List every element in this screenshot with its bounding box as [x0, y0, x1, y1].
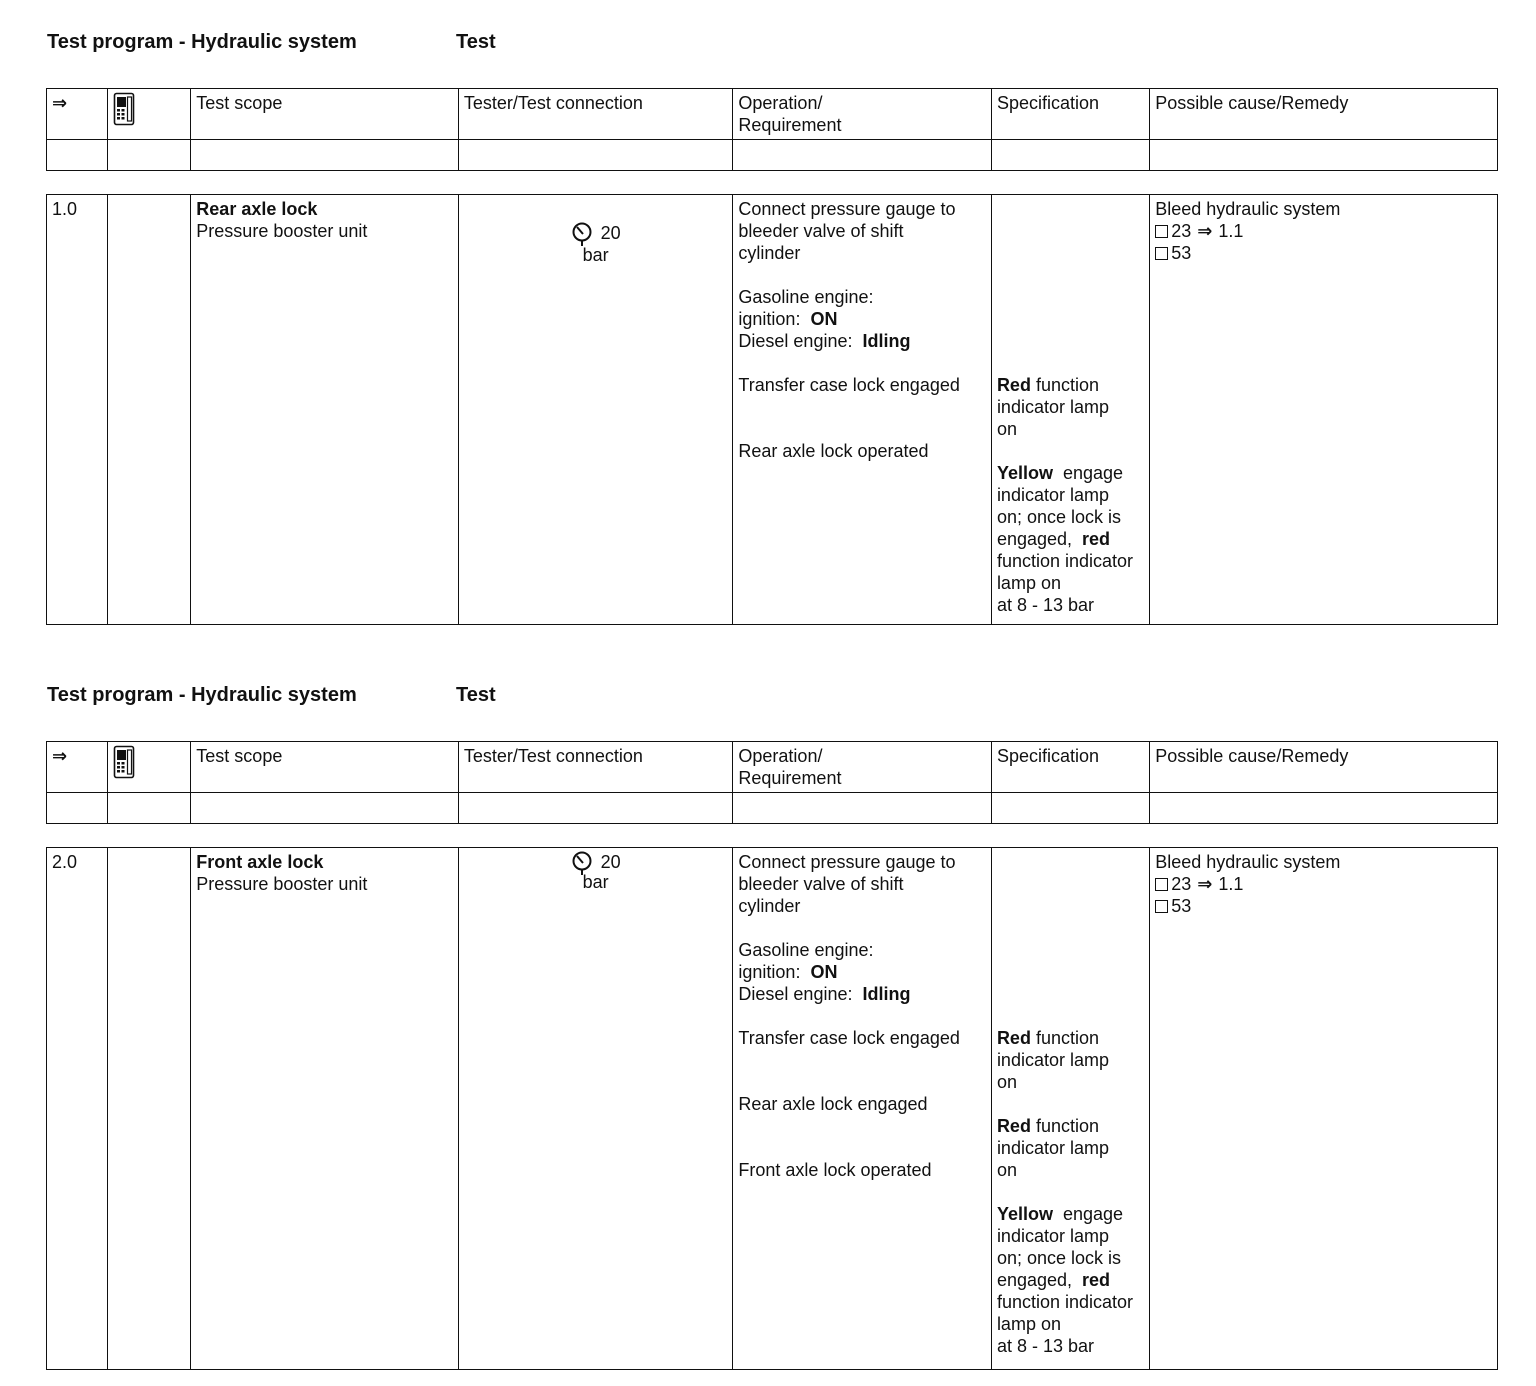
reference-box-icon: [1155, 900, 1168, 913]
header-specification: Specification: [991, 89, 1149, 140]
header-specification: Specification: [991, 742, 1149, 793]
reference-box-icon: [1155, 225, 1168, 238]
header-table: [46, 88, 1498, 171]
section-title: Test program - Hydraulic system Test: [47, 684, 496, 706]
header-test-scope: Test scope: [191, 89, 459, 140]
header-tester: Tester/Test connection: [458, 742, 733, 793]
reference-link[interactable]: 53: [1155, 242, 1492, 264]
tester-connection: 20 bar: [458, 195, 733, 625]
header-icon-cell: [108, 89, 191, 140]
section-title: Test program - Hydraulic system Test: [47, 31, 496, 53]
reference-link[interactable]: 23 ⇒ 1.1: [1155, 873, 1492, 895]
pressure-gauge-icon: [571, 222, 593, 246]
tester-connection: 20 bar: [458, 848, 733, 1370]
specification: Red function indicator lamp on Yellow engage indicator lamp on; once lock is engaged, red function indicator lamp on at 8 - 13 bar: [991, 195, 1149, 625]
test-step-table: [46, 847, 1498, 1370]
header-tester: Tester/Test connection: [458, 89, 733, 140]
header-cause: Possible cause/Remedy: [1150, 89, 1498, 140]
specification: Red function indicator lamp on Red function indicator lamp on Yellow engage indicator lamp on; once lock is engaged, red function indicator lamp on at 8 - 13 bar: [991, 848, 1149, 1370]
header-table: [46, 741, 1498, 824]
test-scope: Rear axle lock Pressure booster unit: [191, 195, 459, 625]
reference-box-icon: [1155, 247, 1168, 260]
reference-link[interactable]: 53: [1155, 895, 1492, 917]
table-row: [47, 848, 1498, 1370]
header-operation: Operation/ Requirement: [733, 742, 992, 793]
header-icon-cell: [108, 742, 191, 793]
step-number: 1.0: [47, 195, 108, 625]
reference-box-icon: [1155, 878, 1168, 891]
possible-cause-remedy: Bleed hydraulic system 23 ⇒ 1.1 53: [1150, 848, 1498, 1370]
test-step-table: [46, 194, 1498, 625]
header-arrow: ⇒: [47, 89, 108, 140]
tester-device-icon: [113, 92, 135, 126]
header-test-scope: Test scope: [191, 742, 459, 793]
operation-requirement: Connect pressure gauge to bleeder valve of shift cylinder Gasoline engine: ignition: ON Diesel engine: Idling Transfer case lock engaged Rear axle lock engaged Front axle lock operated: [733, 848, 992, 1370]
step-number: 2.0: [47, 848, 108, 1370]
reference-link[interactable]: 23 ⇒ 1.1: [1155, 220, 1492, 242]
header-operation: Operation/ Requirement: [733, 89, 992, 140]
table-row: [47, 195, 1498, 625]
header-cause: Possible cause/Remedy: [1150, 742, 1498, 793]
header-arrow: ⇒: [47, 742, 108, 793]
test-scope: Front axle lock Pressure booster unit: [191, 848, 459, 1370]
tester-device-icon: [113, 745, 135, 779]
possible-cause-remedy: Bleed hydraulic system 23 ⇒ 1.1 53: [1150, 195, 1498, 625]
operation-requirement: Connect pressure gauge to bleeder valve of shift cylinder Gasoline engine: ignition: ON Diesel engine: Idling Transfer case lock engaged Rear axle lock operated: [733, 195, 992, 625]
